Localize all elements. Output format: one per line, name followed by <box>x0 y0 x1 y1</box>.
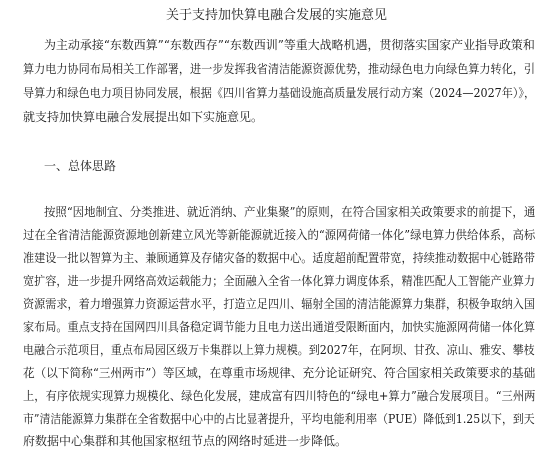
body-line-2: 过在全省清洁能源资源地创新建立风光等新能源就近接入的“源网荷储一体化”绿电算力供给体系，高标 <box>23 228 536 242</box>
body-line-11: 府数据中心集群和其他国家枢纽节点的网络时延进一步降低。 <box>23 434 348 448</box>
body-line-3: 准建设一批以智算为主、兼顾通算及存储灾备的数据中心。适度超前配置带宽，持续推动数据中心链路带 <box>23 251 536 265</box>
intro-line-2: 算力电力协同布局相关工作部署，进一步发挥我省清洁能源资源优势，推动绿色电力向绿色算力转化，引 <box>23 62 536 76</box>
body-line-9: 上，有序依规实现算力规模化、绿色化发展，建成富有四川特色的“绿电+算力”融合发展项目。“三州两 <box>23 389 536 403</box>
body-line-5: 资源需求，着力增强算力资源运营水平，打造立足四川、辐射全国的清洁能源算力集群，积极争取纳入国 <box>23 297 536 311</box>
body-line-8: 花（以下简称“三州两市”）等区域，在尊重市场规律、充分论证研究、符合国家相关政策要求的基础 <box>23 366 536 380</box>
document-title: 关于支持加快算电融合发展的实施意见 <box>165 8 387 23</box>
body-line-10: 市”清洁能源算力集群在全省数据中心中的占比显著提升，平均电能利用率（PUE）降低到1.25以下，到天 <box>23 412 535 426</box>
intro-line-3: 导算力和绿色电力项目协同发展，根据《四川省算力基础设施高质量发展行动方案（2024—2027年）》， <box>23 86 536 100</box>
intro-line-1: 为主动承接“东数西算”“东数西存”“东数西训”等重大战略机遇，贯彻落实国家产业指导政策和 <box>44 38 535 52</box>
intro-line-4: 就支持加快算电融合发展提出如下实施意见。 <box>23 110 264 124</box>
body-line-4: 宽扩容，进一步提升网络高效运载能力；全面融入全省一体化算力调度体系，精准匹配人工智能产业算力 <box>23 274 536 288</box>
section-heading: 一、总体思路 <box>44 159 117 173</box>
body-line-6: 家布局。重点支持在国网四川具备稳定调节能力且电力送出通道受限断面内，加快实施源网荷储一体化算 <box>23 320 536 334</box>
body-line-1: 按照“因地制宜、分类推进、就近消纳、产业集聚”的原则，在符合国家相关政策要求的前提下，通 <box>44 205 536 219</box>
body-line-7: 电融合示范项目，重点布局园区级万卡集群以上算力规模。到2027年，在阿坝、甘孜、凉山、雅安、攀枝 <box>23 343 535 357</box>
